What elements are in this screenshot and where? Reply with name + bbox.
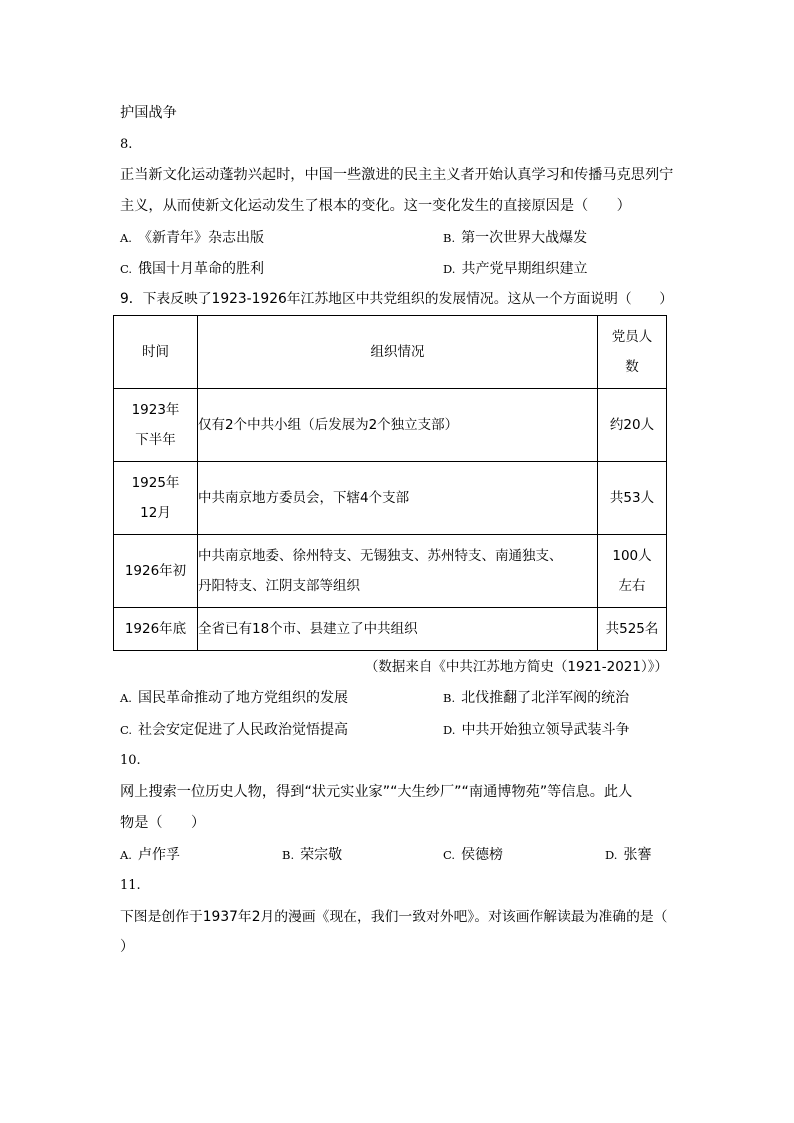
option-letter: D. bbox=[443, 262, 456, 276]
q9-option-b[interactable] bbox=[443, 688, 629, 708]
option-letter: C. bbox=[443, 848, 456, 862]
q8-option-d[interactable] bbox=[443, 259, 587, 279]
q8-option-b[interactable] bbox=[443, 228, 587, 248]
previous-answer-tail: 护国战争 bbox=[120, 105, 177, 121]
option-letter: B. bbox=[443, 231, 456, 245]
q10-stem-line1: 网上搜索一位历史人物，得到“状元实业家”“大生纱厂”“南通博物苑”等信息。此人 bbox=[120, 784, 633, 800]
cell-organization bbox=[198, 535, 598, 608]
option-letter: B. bbox=[282, 848, 295, 862]
option-text: 《新青年》杂志出版 bbox=[137, 230, 264, 246]
table-header-row bbox=[114, 316, 667, 389]
q8-stem-line1: 正当新文化运动蓬勃兴起时，中国一些激进的民主主义者开始认真学习和传播马克思列宁 bbox=[120, 167, 674, 183]
q9-stem: 9．下表反映了1923-1926年江苏地区中共党组织的发展情况。这从一个方面说明（ ） bbox=[120, 291, 674, 307]
option-text: 社会安定促进了人民政治觉悟提高 bbox=[138, 722, 349, 738]
q10-option-d[interactable] bbox=[605, 845, 651, 865]
table-row bbox=[114, 389, 667, 462]
cell-organization: 仅有2个中共小组（后发展为2个独立支部） bbox=[198, 389, 598, 462]
option-text: 侯德榜 bbox=[461, 847, 504, 863]
q11-stem-line1: 下图是创作于1937年2月的漫画《现在，我们一致对外吧》。对该画作解读最为准确的是（ bbox=[120, 909, 668, 925]
q9-option-d[interactable] bbox=[443, 720, 629, 740]
option-text: 国民革命推动了地方党组织的发展 bbox=[137, 690, 348, 706]
option-text: 共产党早期组织建立 bbox=[461, 261, 588, 277]
option-letter: B. bbox=[443, 691, 456, 705]
cell-member-count: 共53人 bbox=[598, 462, 667, 535]
q10-option-c[interactable] bbox=[443, 845, 503, 865]
header-member-count: 党员人数 bbox=[598, 316, 667, 389]
cell-time: 1926年初 bbox=[114, 535, 198, 608]
option-letter: A. bbox=[120, 691, 132, 705]
option-letter: C. bbox=[120, 262, 133, 276]
q9-option-c[interactable] bbox=[120, 720, 348, 740]
cell-time: 1926年底 bbox=[114, 608, 198, 651]
cell-member-count: 约20人 bbox=[598, 389, 667, 462]
option-text: 北伐推翻了北洋军阀的统治 bbox=[461, 690, 630, 706]
q8-option-c[interactable] bbox=[120, 259, 264, 279]
q11-number: 11. bbox=[120, 878, 141, 893]
q10-stem-line2: 物是（ ） bbox=[120, 815, 206, 831]
cell-time: 1923年下半年 bbox=[114, 389, 198, 462]
q8-stem-line2: 主义，从而使新文化运动发生了根本的变化。这一变化发生的直接原因是（ ） bbox=[120, 198, 631, 214]
q11-stem-line2: ） bbox=[120, 939, 135, 955]
option-text: 卢作孚 bbox=[137, 847, 180, 863]
header-organization: 组织情况 bbox=[198, 316, 598, 389]
cell-member-count: 共525名 bbox=[598, 608, 667, 651]
option-text: 第一次世界大战爆发 bbox=[461, 230, 588, 246]
table-source-note: （数据来自《中共江苏地方简史（1921-2021）》） bbox=[364, 659, 668, 675]
cell-organization-line2: 丹阳特支、江阴支部等组织 bbox=[198, 578, 360, 594]
option-text: 中共开始独立领导武装斗争 bbox=[461, 722, 630, 738]
q10-number: 10. bbox=[120, 753, 141, 768]
option-letter: D. bbox=[605, 848, 618, 862]
q10-option-a[interactable] bbox=[120, 845, 180, 865]
option-letter: A. bbox=[120, 231, 132, 245]
option-letter: C. bbox=[120, 723, 133, 737]
table-row bbox=[114, 535, 667, 608]
q9-option-a[interactable] bbox=[120, 688, 348, 708]
cell-organization-line1: 中共南京地委、徐州特支、无锡独支、苏州特支、南通独支、 bbox=[198, 548, 563, 564]
q10-option-b[interactable] bbox=[282, 845, 342, 865]
option-text: 俄国十月革命的胜利 bbox=[138, 261, 265, 277]
option-text: 荣宗敬 bbox=[300, 847, 343, 863]
q8-option-a[interactable] bbox=[120, 228, 264, 248]
q9-data-table bbox=[113, 315, 667, 651]
cell-organization: 全省已有18个市、县建立了中共组织 bbox=[198, 608, 598, 651]
header-time: 时间 bbox=[114, 316, 198, 389]
cell-member-count: 100人左右 bbox=[598, 535, 667, 608]
option-letter: D. bbox=[443, 723, 456, 737]
option-text: 张謇 bbox=[623, 847, 652, 863]
option-letter: A. bbox=[120, 848, 132, 862]
cell-time: 1925年12月 bbox=[114, 462, 198, 535]
cell-organization: 中共南京地方委员会，下辖4个支部 bbox=[198, 462, 598, 535]
table-row bbox=[114, 462, 667, 535]
q8-number: 8. bbox=[120, 137, 133, 152]
table-row bbox=[114, 608, 667, 651]
